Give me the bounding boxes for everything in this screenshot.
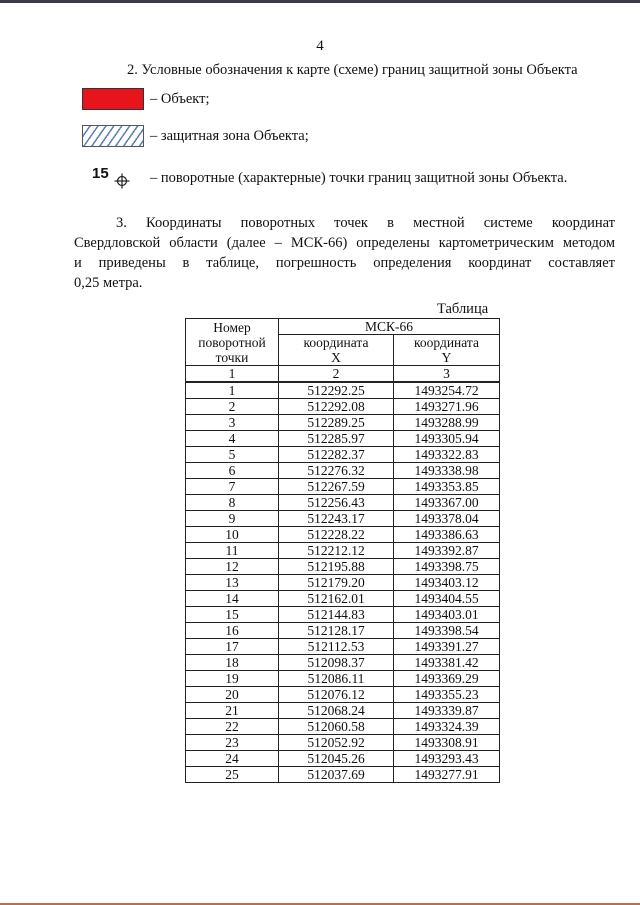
cell-point-number: 25 <box>186 767 279 783</box>
table-row <box>186 543 500 559</box>
table-caption: Таблица <box>437 301 489 317</box>
cell-y: 1493391.27 <box>394 639 500 655</box>
table-row <box>186 527 500 543</box>
table-row <box>186 719 500 735</box>
table-row <box>186 575 500 591</box>
cell-point-number: 1 <box>186 382 279 399</box>
column-number: 1 <box>186 366 279 383</box>
cell-point-number: 4 <box>186 431 279 447</box>
scan-edge-top <box>0 0 640 3</box>
cell-x: 512128.17 <box>279 623 394 639</box>
paragraph-line: Свердловской области (далее – МСК-66) определены картометрическим методом <box>74 235 615 251</box>
cell-y: 1493398.54 <box>394 623 500 639</box>
table-row <box>186 655 500 671</box>
cell-y: 1493339.87 <box>394 703 500 719</box>
table-row <box>186 399 500 415</box>
cell-y: 1493367.00 <box>394 495 500 511</box>
table-row <box>186 463 500 479</box>
cell-y: 1493324.39 <box>394 719 500 735</box>
table-row <box>186 767 500 783</box>
table-row <box>186 479 500 495</box>
paragraph-line: 3. Координаты поворотных точек в местной системе координат <box>116 215 615 231</box>
cell-x: 512195.88 <box>279 559 394 575</box>
cell-x: 512228.22 <box>279 527 394 543</box>
cell-y: 1493338.98 <box>394 463 500 479</box>
cell-point-number: 16 <box>186 623 279 639</box>
header-x-line: X <box>331 350 341 365</box>
table-row <box>186 703 500 719</box>
table-row <box>186 495 500 511</box>
cell-y: 1493277.91 <box>394 767 500 783</box>
cell-x: 512243.17 <box>279 511 394 527</box>
cell-x: 512292.08 <box>279 399 394 415</box>
legend-item-zone-label: – защитная зона Объекта; <box>150 127 309 144</box>
column-numbers-row <box>186 366 500 383</box>
table-row <box>186 415 500 431</box>
cell-point-number: 6 <box>186 463 279 479</box>
cell-point-number: 22 <box>186 719 279 735</box>
cell-point-number: 12 <box>186 559 279 575</box>
header-point-line: точки <box>215 349 249 365</box>
table-row <box>186 623 500 639</box>
cell-point-number: 21 <box>186 703 279 719</box>
cell-point-number: 17 <box>186 639 279 655</box>
cell-y: 1493404.55 <box>394 591 500 607</box>
cell-y: 1493254.72 <box>394 382 500 399</box>
cell-point-number: 23 <box>186 735 279 751</box>
cell-point-number: 18 <box>186 655 279 671</box>
header-y-line: координата <box>414 335 479 350</box>
cell-point-number: 8 <box>186 495 279 511</box>
cell-x: 512060.58 <box>279 719 394 735</box>
column-number: 3 <box>394 366 500 383</box>
cell-y: 1493271.96 <box>394 399 500 415</box>
cell-y: 1493381.42 <box>394 655 500 671</box>
table-row <box>186 511 500 527</box>
table-row <box>186 751 500 767</box>
table-row <box>186 671 500 687</box>
cell-point-number: 9 <box>186 511 279 527</box>
object-swatch <box>82 88 144 110</box>
header-point-number <box>186 319 279 366</box>
page-number: 4 <box>316 38 324 54</box>
cell-y: 1493403.01 <box>394 607 500 623</box>
cell-point-number: 7 <box>186 479 279 495</box>
cell-x: 512285.97 <box>279 431 394 447</box>
cell-point-number: 11 <box>186 543 279 559</box>
turning-point-number: 15 <box>92 165 109 182</box>
cell-y: 1493398.75 <box>394 559 500 575</box>
legend-item-object <box>82 86 210 112</box>
coordinates-paragraph <box>74 213 615 293</box>
header-coordinate-system: МСК-66 <box>279 319 500 335</box>
cell-x: 512144.83 <box>279 607 394 623</box>
coordinates-table <box>185 318 500 783</box>
cell-point-number: 24 <box>186 751 279 767</box>
cell-x: 512076.12 <box>279 687 394 703</box>
column-number: 2 <box>279 366 394 383</box>
cell-x: 512162.01 <box>279 591 394 607</box>
cell-x: 512037.69 <box>279 767 394 783</box>
cell-x: 512256.43 <box>279 495 394 511</box>
cell-y: 1493386.63 <box>394 527 500 543</box>
table-row <box>186 687 500 703</box>
header-point-line: Номер <box>213 319 251 335</box>
cell-x: 512098.37 <box>279 655 394 671</box>
turning-point-symbol <box>82 165 144 191</box>
paragraph-line: и приведены в таблице, погрешность определения координат составляет <box>74 255 615 271</box>
legend-item-object-label: – Объект; <box>150 90 210 107</box>
cell-y: 1493369.29 <box>394 671 500 687</box>
header-x <box>279 335 394 366</box>
cell-x: 512112.53 <box>279 639 394 655</box>
header-y <box>394 335 500 366</box>
legend-item-points-label: – поворотные (характерные) точки границ защитной зоны Объекта. <box>150 169 568 186</box>
table-row <box>186 382 500 399</box>
cell-x: 512276.32 <box>279 463 394 479</box>
cell-x: 512086.11 <box>279 671 394 687</box>
cell-x: 512068.24 <box>279 703 394 719</box>
cell-x: 512289.25 <box>279 415 394 431</box>
cell-point-number: 2 <box>186 399 279 415</box>
cell-point-number: 14 <box>186 591 279 607</box>
legend-item-zone <box>82 123 309 149</box>
cell-x: 512282.37 <box>279 447 394 463</box>
cell-point-number: 3 <box>186 415 279 431</box>
table-row <box>186 607 500 623</box>
cell-y: 1493322.83 <box>394 447 500 463</box>
cell-x: 512212.12 <box>279 543 394 559</box>
cell-y: 1493308.91 <box>394 735 500 751</box>
legend-heading: 2. Условные обозначения к карте (схеме) границ защитной зоны Объекта <box>127 62 578 78</box>
cell-y: 1493353.85 <box>394 479 500 495</box>
cell-x: 512292.25 <box>279 382 394 399</box>
crosshair-icon <box>114 173 130 189</box>
header-x-line: координата <box>303 335 369 350</box>
cell-point-number: 15 <box>186 607 279 623</box>
cell-y: 1493293.43 <box>394 751 500 767</box>
cell-x: 512267.59 <box>279 479 394 495</box>
header-point-line: поворотной <box>198 334 266 350</box>
cell-point-number: 5 <box>186 447 279 463</box>
cell-y: 1493378.04 <box>394 511 500 527</box>
table-row <box>186 559 500 575</box>
header-y-line: Y <box>441 350 452 365</box>
table-row <box>186 735 500 751</box>
cell-point-number: 19 <box>186 671 279 687</box>
zone-hatch-swatch <box>82 125 144 147</box>
cell-x: 512052.92 <box>279 735 394 751</box>
table-row <box>186 591 500 607</box>
table-header-row <box>186 319 500 335</box>
cell-y: 1493392.87 <box>394 543 500 559</box>
cell-x: 512045.26 <box>279 751 394 767</box>
cell-point-number: 10 <box>186 527 279 543</box>
cell-y: 1493288.99 <box>394 415 500 431</box>
table-row <box>186 431 500 447</box>
cell-point-number: 13 <box>186 575 279 591</box>
paragraph-line: 0,25 метра. <box>74 275 143 291</box>
table-row <box>186 639 500 655</box>
cell-y: 1493355.23 <box>394 687 500 703</box>
cell-x: 512179.20 <box>279 575 394 591</box>
cell-y: 1493403.12 <box>394 575 500 591</box>
table-row <box>186 447 500 463</box>
cell-point-number: 20 <box>186 687 279 703</box>
legend-item-points <box>82 165 567 191</box>
cell-y: 1493305.94 <box>394 431 500 447</box>
